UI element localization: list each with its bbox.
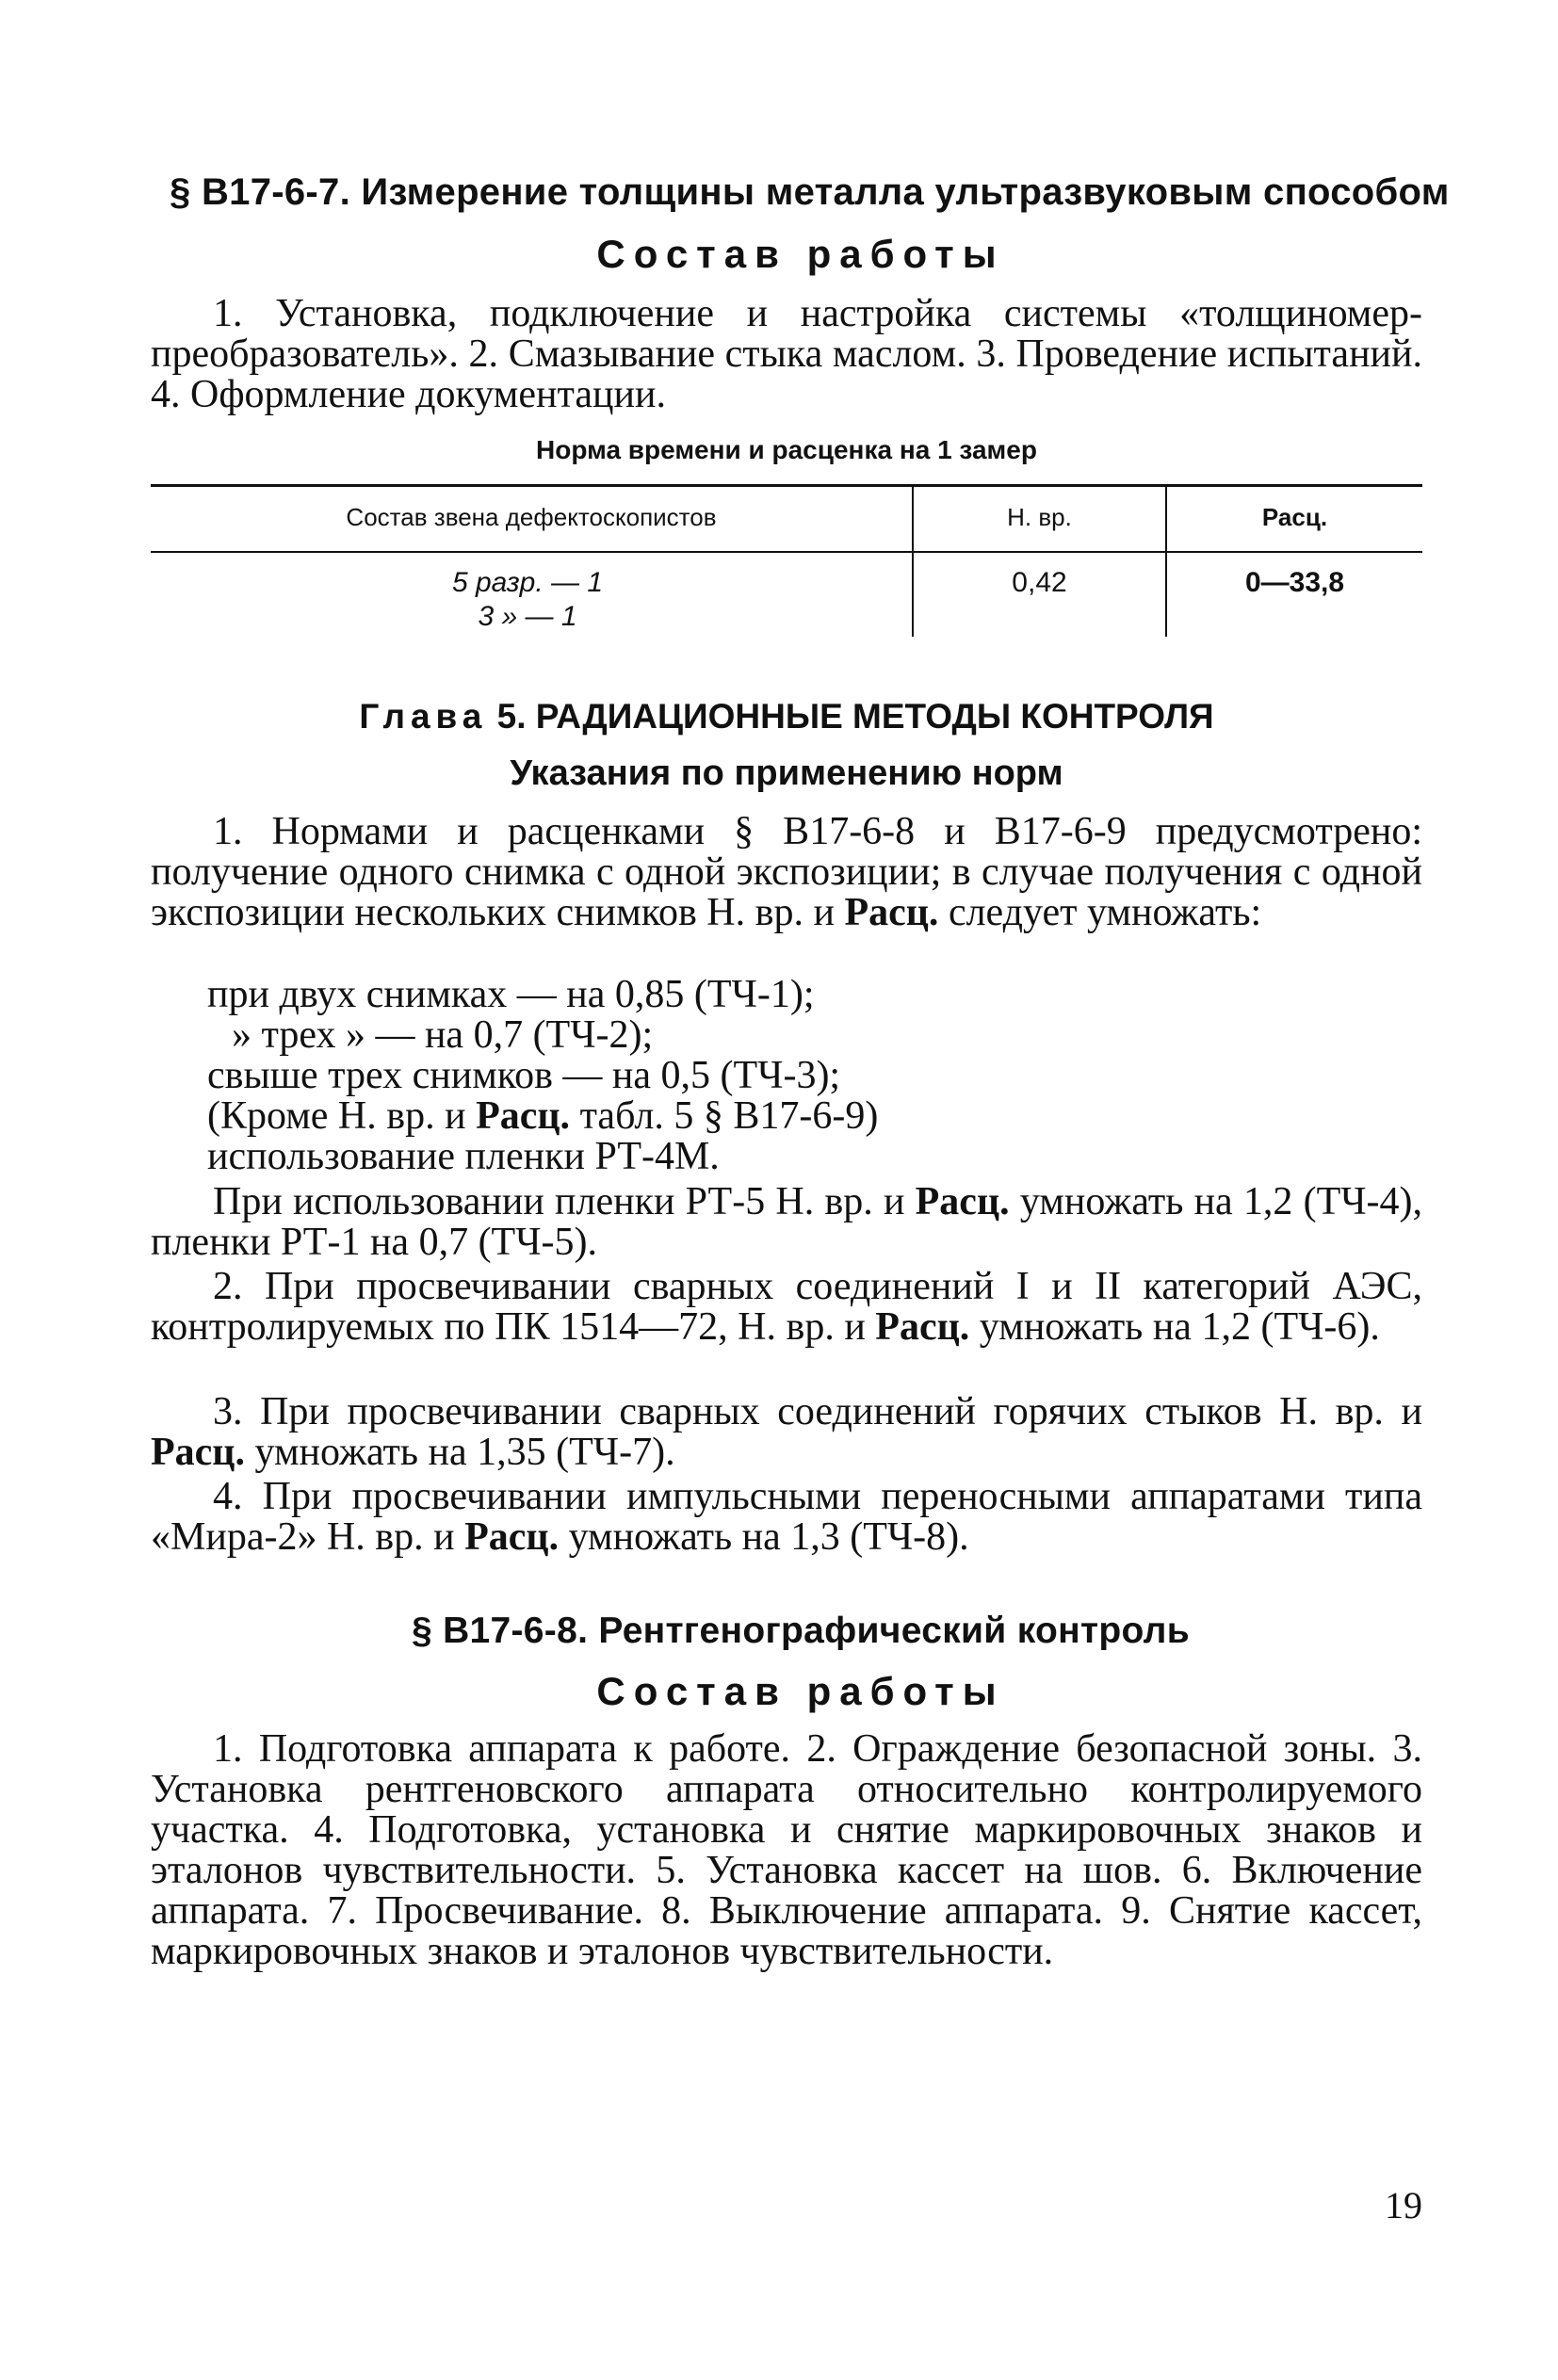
rasc-term: Расц. xyxy=(875,1305,970,1349)
film-paragraph xyxy=(151,1182,1422,1263)
table-header-rule xyxy=(151,551,1422,553)
cell-rate: 0—33,8 xyxy=(1244,567,1345,598)
instruction-2-a: 2. При просвечивании сварных соединений I и II категорий АЭС, контролируемых по ПК 1514—72, Н. вр. и xyxy=(151,1265,1422,1349)
except-note-a: (Кроме Н. вр. и xyxy=(207,1094,466,1138)
chapter-subtitle: Указания по применению норм xyxy=(510,753,1063,793)
norm-table-caption: Норма времени и расценка на 1 замер xyxy=(536,435,1037,464)
instruction-3 xyxy=(151,1392,1422,1473)
chapter-label: Глава xyxy=(359,697,488,736)
chapter-title: 5. РАДИАЦИОННЫЕ МЕТОДЫ КОНТРОЛЯ xyxy=(496,697,1214,736)
instruction-3-b: умножать на 1,35 (ТЧ-7). xyxy=(254,1431,675,1474)
page-number: 19 xyxy=(1385,2184,1422,2226)
header-time-norm: Н. вр. xyxy=(1007,503,1072,531)
cell-time-norm: 0,42 xyxy=(1012,567,1067,598)
instruction-3-a: 3. При просвечивании сварных соединений горячих стыков Н. вр. и xyxy=(213,1390,1422,1433)
rasc-term: Расц. xyxy=(151,1431,245,1474)
instruction-1 xyxy=(151,812,1422,933)
instruction-4 xyxy=(151,1477,1422,1558)
except-note-b: табл. 5 § В17-6-9) xyxy=(579,1094,879,1138)
instruction-4-a: 4. При просвечивании импульсными переносными аппаратами типа «Мира-2» Н. вр. и xyxy=(151,1475,1422,1559)
work-composition-heading-2: Состав работы xyxy=(596,1669,1005,1713)
rasc-term: Расц. xyxy=(476,1094,571,1138)
crew-line-1: 5 разр. — 1 xyxy=(451,567,604,598)
multiplier-three-shots: » трех » — на 0,7 (ТЧ-2); xyxy=(232,1013,654,1057)
chapter-heading xyxy=(151,697,1422,737)
crew-line-2: 3 » — 1 xyxy=(478,601,577,632)
instruction-1-tail: следует умножать: xyxy=(948,891,1262,934)
cell-crew xyxy=(151,566,904,634)
film-paragraph-b: умножать на 1,2 (ТЧ-4), пленки РТ-1 на 0,7 (ТЧ-5). xyxy=(151,1180,1423,1264)
rasc-term: Расц. xyxy=(464,1515,560,1559)
work-composition-heading: Состав работы xyxy=(596,232,1005,276)
multiplier-two-shots: при двух снимках — на 0,85 (ТЧ-1); xyxy=(207,973,815,1016)
film-paragraph-a: При использовании пленки РТ-5 Н. вр. и xyxy=(213,1180,905,1223)
instruction-1-intro: 1. Нормами и расценками § В17-6-8 и В17-6-9 предусмотрено: получение одного снимка с одной экспозиции; в случае получения с одной экспозиции нескольких снимков Н. вр. и xyxy=(151,810,1422,934)
instruction-2-b: умножать на 1,2 (ТЧ-6). xyxy=(979,1305,1380,1349)
section-title-ultrasonic: § В17-6-7. Измерение толщины металла ультразвуковым способом xyxy=(170,171,1450,213)
except-note xyxy=(207,1096,878,1137)
instruction-2 xyxy=(151,1267,1422,1348)
instruction-4-b: умножать на 1,3 (ТЧ-8). xyxy=(568,1515,969,1559)
multiplier-over-three: свыше трех снимков — на 0,5 (ТЧ-3); xyxy=(207,1054,841,1097)
work-composition-text-2: 1. Подготовка аппарата к работе. 2. Ограждение безопасной зоны. 3. Установка рентгеновского аппарата относительно контролируемого участка. 4. Подготовка, установка и снятие маркировочных знаков и эталонов чувствительности. 5. Установка кассет на шов. 6. Включение аппарата. 7. Просвечивание. 8. Выключение аппарата. 9. Снятие кассет, маркировочных знаков и эталонов чувствительности. xyxy=(151,1727,1422,1973)
header-rate: Расц. xyxy=(1261,503,1328,531)
section-title-radiographic: § В17-6-8. Рентгенографический контроль xyxy=(411,1611,1191,1651)
work-composition-text: 1. Установка, подключение и настройка системы «толщиномер-преобразователь». 2. Смазывание стыка маслом. 3. Проведение испытаний. 4. Оформление документации. xyxy=(151,292,1422,416)
header-crew: Состав звена дефектоскопистов xyxy=(346,503,717,531)
rasc-term: Расц. xyxy=(844,891,939,934)
rasc-term: Расц. xyxy=(915,1180,1010,1223)
table-top-rule xyxy=(151,484,1422,487)
film-use-line: использование пленки РТ-4М. xyxy=(207,1135,720,1178)
